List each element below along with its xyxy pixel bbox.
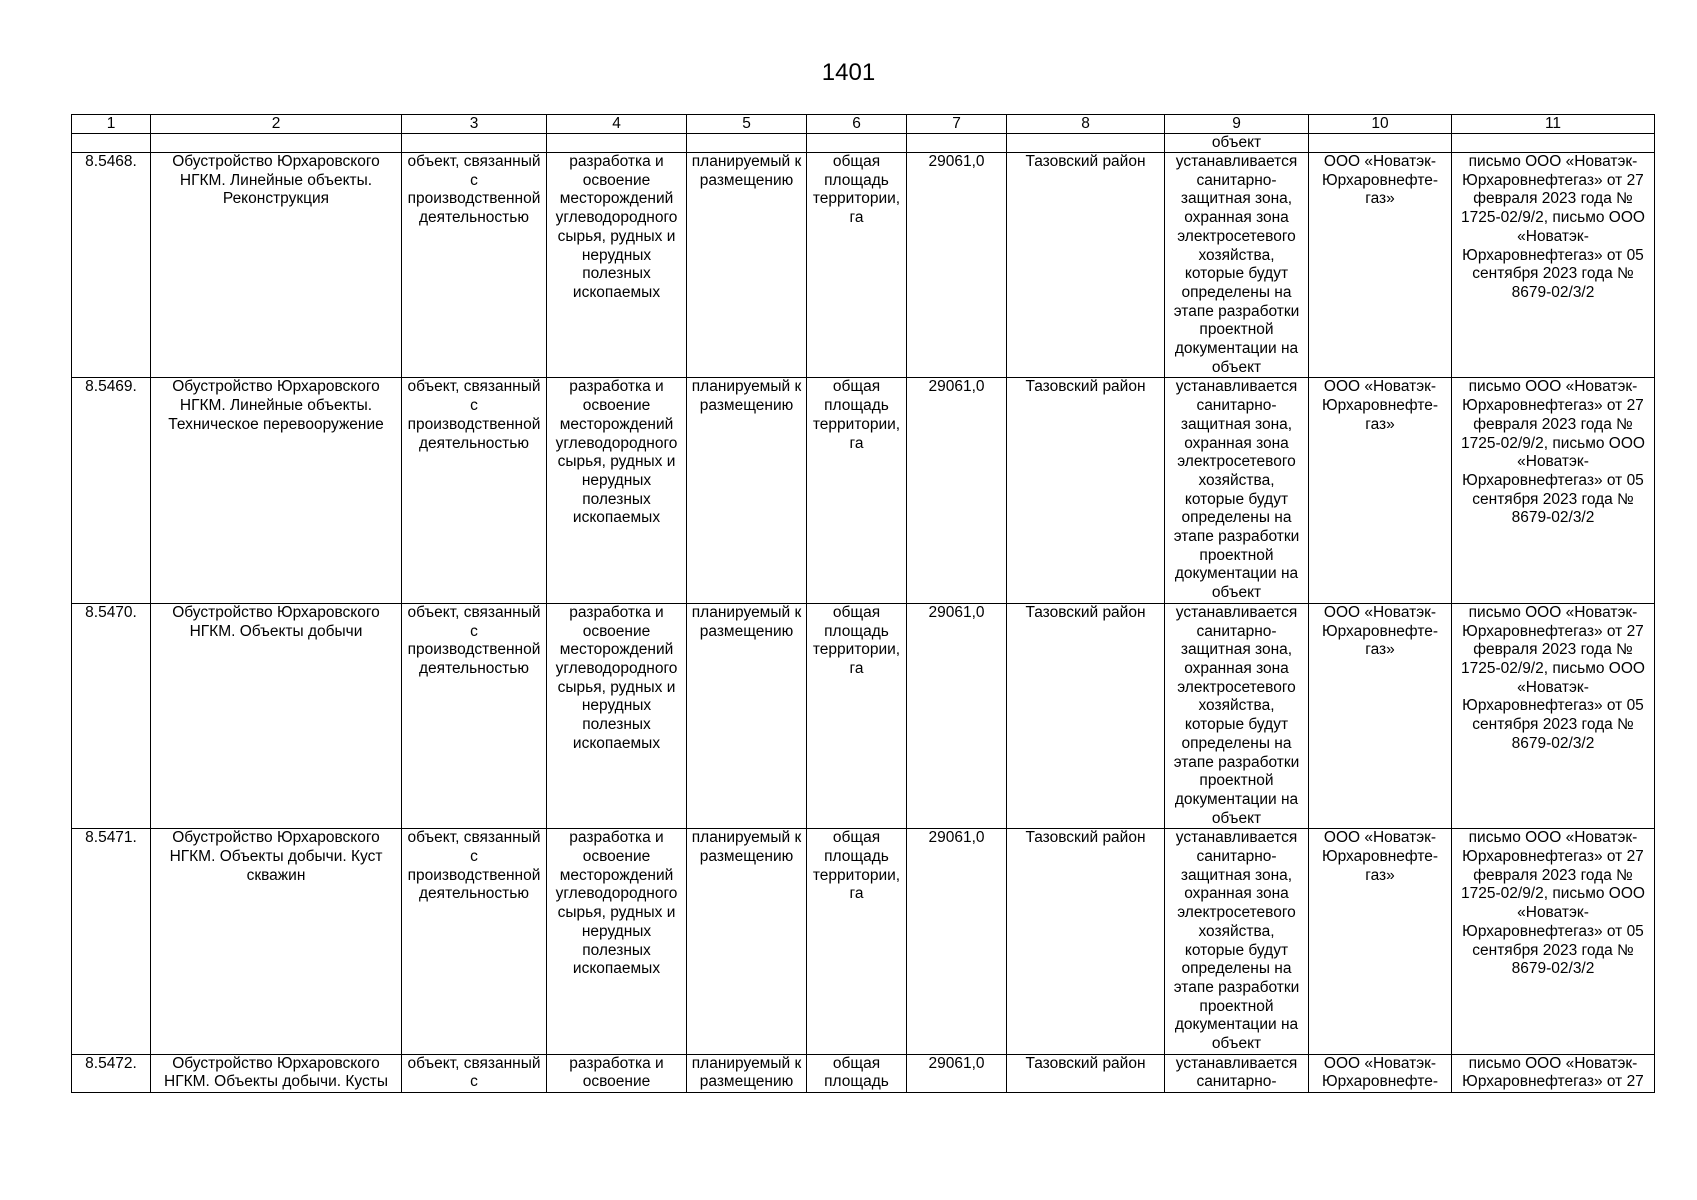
- object-type: объект, связанный с производственной деятельностью: [402, 378, 547, 603]
- row-number: 8.5472.: [72, 1054, 151, 1092]
- location: Тазовский район: [1007, 1054, 1165, 1092]
- object-type: объект, связанный с: [402, 1054, 547, 1092]
- characteristic-value: 29061,0: [907, 603, 1007, 828]
- table-row: [72, 1054, 1655, 1092]
- characteristic: общая площадь территории, га: [807, 603, 907, 828]
- characteristic: общая площадь территории, га: [807, 378, 907, 603]
- characteristic-value: 29061,0: [907, 378, 1007, 603]
- object-status: планируемый к размещению: [687, 829, 807, 1054]
- object-purpose: разработка и освоение месторождений углеводородного сырья, рудных и нерудных полезных ископаемых: [547, 829, 687, 1054]
- column-number-row: [72, 115, 1655, 134]
- location: Тазовский район: [1007, 378, 1165, 603]
- column-number: 10: [1309, 115, 1452, 134]
- object-purpose: разработка и освоение месторождений углеводородного сырья, рудных и нерудных полезных ископаемых: [547, 378, 687, 603]
- column-number: 6: [807, 115, 907, 134]
- organization: ООО «Новатэк-Юрхаровнефте-газ»: [1309, 829, 1452, 1054]
- zone-description: устанавливается санитарно-защитная зона, охранная зона электросетевого хозяйства, которые будут определены на этапе разработки проектной документации на объект: [1165, 378, 1309, 603]
- basis-document: письмо ООО «Новатэк-Юрхаровнефтегаз» от 27: [1452, 1054, 1655, 1092]
- registry-table: [71, 114, 1655, 1093]
- object-type: объект, связанный с производственной деятельностью: [402, 153, 547, 378]
- zone-description: устанавливается санитарно-защитная зона, охранная зона электросетевого хозяйства, которые будут определены на этапе разработки проектной документации на объект: [1165, 153, 1309, 378]
- table-row: [72, 378, 1655, 603]
- object-name: Обустройство Юрхаровского НГКМ. Объекты добычи. Кусты: [151, 1054, 402, 1092]
- column-number: 3: [402, 115, 547, 134]
- organization: ООО «Новатэк-Юрхаровнефте-газ»: [1309, 378, 1452, 603]
- characteristic: общая площадь территории, га: [807, 829, 907, 1054]
- object-name: Обустройство Юрхаровского НГКМ. Объекты добычи. Куст скважин: [151, 829, 402, 1054]
- column-number: 11: [1452, 115, 1655, 134]
- object-name: Обустройство Юрхаровского НГКМ. Объекты добычи: [151, 603, 402, 828]
- location: Тазовский район: [1007, 153, 1165, 378]
- row-number: 8.5470.: [72, 603, 151, 828]
- column-number: 2: [151, 115, 402, 134]
- characteristic-value: 29061,0: [907, 829, 1007, 1054]
- zone-description: устанавливается санитарно-: [1165, 1054, 1309, 1092]
- object-status: планируемый к размещению: [687, 1054, 807, 1092]
- organization: ООО «Новатэк-Юрхаровнефте-газ»: [1309, 603, 1452, 828]
- continuation-row: [72, 134, 1655, 153]
- column-number: 8: [1007, 115, 1165, 134]
- object-status: планируемый к размещению: [687, 378, 807, 603]
- basis-document: письмо ООО «Новатэк-Юрхаровнефтегаз» от 27 февраля 2023 года № 1725-02/9/2, письмо ООО «Новатэк-Юрхаровнефтегаз» от 05 сентября 2023 года № 8679-02/3/2: [1452, 829, 1655, 1054]
- object-status: планируемый к размещению: [687, 153, 807, 378]
- organization: ООО «Новатэк-Юрхаровнефте-газ»: [1309, 153, 1452, 378]
- organization: ООО «Новатэк-Юрхаровнефте-: [1309, 1054, 1452, 1092]
- row-number: 8.5471.: [72, 829, 151, 1054]
- characteristic-value: 29061,0: [907, 153, 1007, 378]
- row-number: 8.5468.: [72, 153, 151, 378]
- object-purpose: разработка и освоение месторождений углеводородного сырья, рудных и нерудных полезных ископаемых: [547, 153, 687, 378]
- object-purpose: разработка и освоение: [547, 1054, 687, 1092]
- zone-description: устанавливается санитарно-защитная зона, охранная зона электросетевого хозяйства, которые будут определены на этапе разработки проектной документации на объект: [1165, 603, 1309, 828]
- location: Тазовский район: [1007, 829, 1165, 1054]
- object-name: Обустройство Юрхаровского НГКМ. Линейные объекты. Реконструкция: [151, 153, 402, 378]
- column-number: 9: [1165, 115, 1309, 134]
- characteristic: общая площадь: [807, 1054, 907, 1092]
- object-purpose: разработка и освоение месторождений углеводородного сырья, рудных и нерудных полезных ископаемых: [547, 603, 687, 828]
- object-type: объект, связанный с производственной деятельностью: [402, 603, 547, 828]
- object-type: объект, связанный с производственной деятельностью: [402, 829, 547, 1054]
- column-number: 7: [907, 115, 1007, 134]
- column-number: 1: [72, 115, 151, 134]
- column-number: 5: [687, 115, 807, 134]
- basis-document: письмо ООО «Новатэк-Юрхаровнефтегаз» от 27 февраля 2023 года № 1725-02/9/2, письмо ООО «Новатэк-Юрхаровнефтегаз» от 05 сентября 2023 года № 8679-02/3/2: [1452, 153, 1655, 378]
- column-number: 4: [547, 115, 687, 134]
- table-row: [72, 829, 1655, 1054]
- continuation-text: объект: [1165, 134, 1309, 153]
- object-status: планируемый к размещению: [687, 603, 807, 828]
- basis-document: письмо ООО «Новатэк-Юрхаровнефтегаз» от 27 февраля 2023 года № 1725-02/9/2, письмо ООО «Новатэк-Юрхаровнефтегаз» от 05 сентября 2023 года № 8679-02/3/2: [1452, 378, 1655, 603]
- row-number: 8.5469.: [72, 378, 151, 603]
- table-row: [72, 603, 1655, 828]
- basis-document: письмо ООО «Новатэк-Юрхаровнефтегаз» от 27 февраля 2023 года № 1725-02/9/2, письмо ООО «Новатэк-Юрхаровнефтегаз» от 05 сентября 2023 года № 8679-02/3/2: [1452, 603, 1655, 828]
- characteristic-value: 29061,0: [907, 1054, 1007, 1092]
- location: Тазовский район: [1007, 603, 1165, 828]
- characteristic: общая площадь территории, га: [807, 153, 907, 378]
- page-number: 1401: [821, 59, 876, 86]
- zone-description: устанавливается санитарно-защитная зона, охранная зона электросетевого хозяйства, которые будут определены на этапе разработки проектной документации на объект: [1165, 829, 1309, 1054]
- table-row: [72, 153, 1655, 378]
- object-name: Обустройство Юрхаровского НГКМ. Линейные объекты. Техническое перевооружение: [151, 378, 402, 603]
